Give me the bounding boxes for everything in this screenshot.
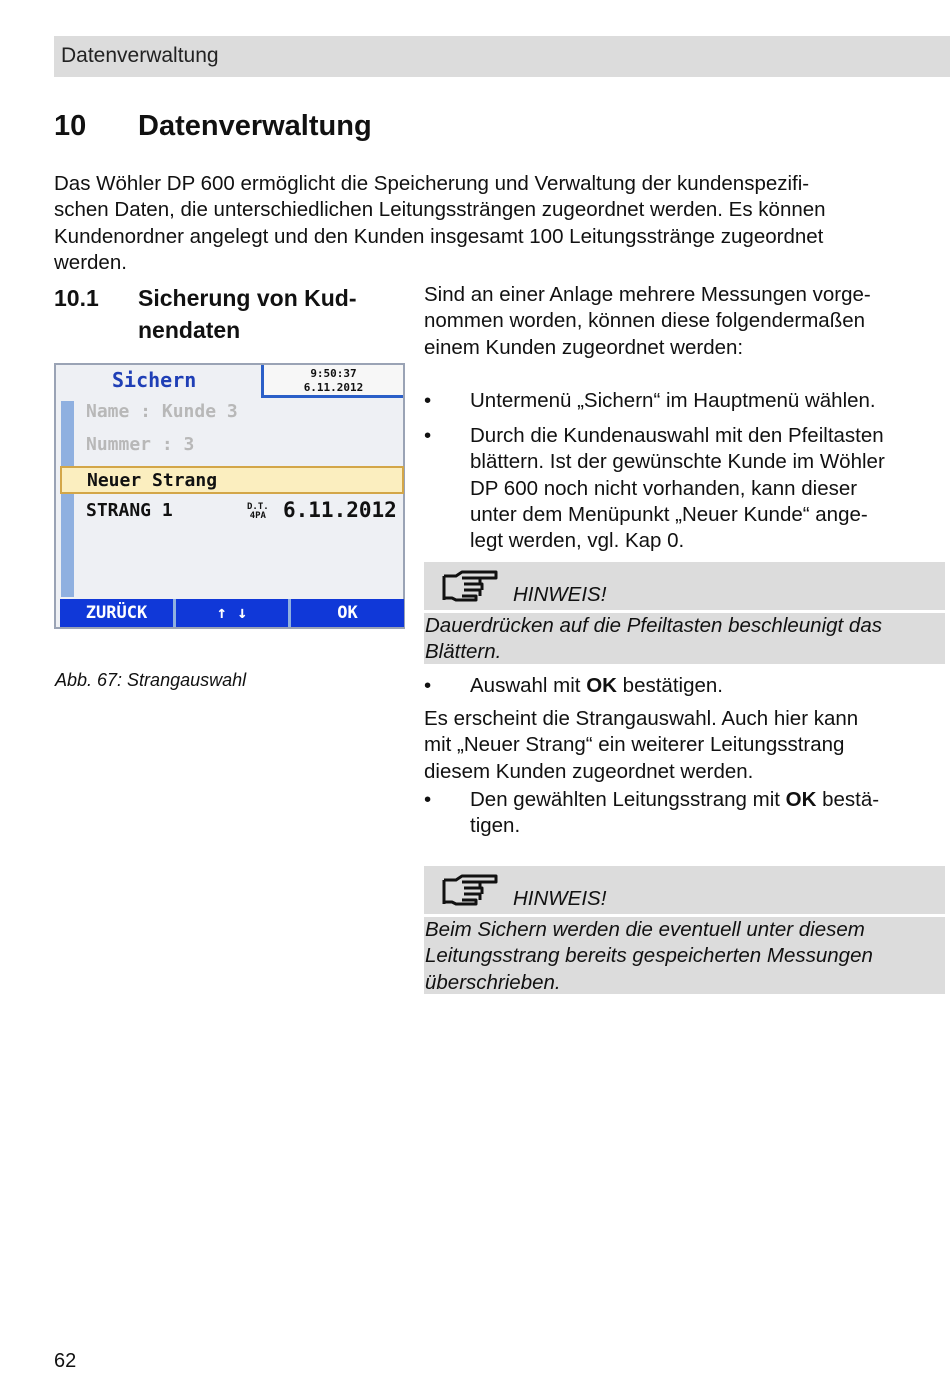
device-menu-title: Sichern <box>112 368 197 392</box>
device-arrows-softkey: ↑ ↓ <box>176 599 291 627</box>
chapter-heading <box>54 110 372 143</box>
device-selected-row <box>60 466 404 494</box>
device-strang-date: 6.11.2012 <box>283 498 397 522</box>
list-item-line: Durch die Kundenauswahl mit den Pfeiltasten <box>470 424 884 447</box>
device-dt-marker <box>247 503 269 521</box>
figure-caption: Abb. 67: Strangauswahl <box>55 670 247 690</box>
section-title-line2: nendaten <box>138 317 241 343</box>
note-label: HINWEIS! <box>513 887 607 910</box>
bullet-marker: • <box>424 674 432 697</box>
intro-line: schen Daten, die unterschiedlichen Leitungssträngen zugeordnet werden. Es können <box>54 198 826 222</box>
bullet-marker: • <box>424 788 432 811</box>
right-intro-line: nommen worden, können diese folgendermaßen <box>424 309 866 333</box>
paragraph-line: diesem Kunden zugeordnet werden. <box>424 759 754 783</box>
device-selected-label: Neuer Strang <box>87 470 218 491</box>
list-item-line: tigen. <box>470 814 521 838</box>
chapter-number: 10 <box>54 110 87 142</box>
device-clock <box>261 365 403 398</box>
intro-line: werden. <box>54 250 127 274</box>
bullet-marker: • <box>424 424 432 447</box>
page-number: 62 <box>54 1350 77 1372</box>
list-item-line: unter dem Menüpunkt „Neuer Kunde“ ange- <box>470 502 868 526</box>
device-scroll-strip <box>61 401 74 597</box>
list-item-line: DP 600 noch nicht vorhanden, kann dieser <box>470 476 858 500</box>
note-line: Blättern. <box>425 640 502 664</box>
list-item-text <box>470 423 885 554</box>
device-strang-label: STRANG 1 <box>86 500 173 521</box>
note-body <box>425 613 882 666</box>
device-screen-figure <box>54 363 405 629</box>
list-item-line: legt werden, vgl. Kap 0. <box>470 529 685 553</box>
section-title-line1: Sicherung von Kud- <box>138 285 357 311</box>
intro-line: Das Wöhler DP 600 ermöglicht die Speicherung und Verwaltung der kundenspezifi- <box>54 172 810 195</box>
list-item-text: Untermenü „Sichern“ im Hauptmenü wählen. <box>470 389 876 412</box>
note-line: Leitungsstrang bereits gespeicherten Messungen <box>425 944 873 968</box>
device-name-row: Name : Kunde 3 <box>86 401 238 422</box>
note-box <box>424 562 945 664</box>
list-item-text-prefix: Den gewählten Leitungsstrang mit <box>470 788 786 811</box>
chapter-title: Datenverwaltung <box>138 110 372 142</box>
device-date: 6.11.2012 <box>303 381 364 394</box>
ok-key-label: OK <box>586 674 617 697</box>
device-dt-bottom: 4PA <box>249 511 266 521</box>
device-softkeys <box>60 599 404 627</box>
list-item-text <box>470 787 879 840</box>
device-dt-top: D.T. <box>247 502 269 512</box>
bullet-marker: • <box>424 389 432 412</box>
paragraph-line: Es erscheint die Strangauswahl. Auch hier kann <box>424 707 859 730</box>
device-back-softkey: ZURÜCK <box>60 599 176 627</box>
note-body <box>425 917 873 996</box>
running-header-title: Datenverwaltung <box>61 44 219 67</box>
list-item-text <box>470 673 723 699</box>
pointing-hand-icon <box>442 570 500 604</box>
list-item-line: blättern. Ist der gewünschte Kunde im Wöhler <box>470 450 885 474</box>
pointing-hand-icon <box>442 874 500 908</box>
body-paragraph <box>424 706 944 785</box>
right-intro <box>424 282 944 361</box>
list-item-text-prefix: Auswahl mit <box>470 674 587 697</box>
device-number-row: Nummer : 3 <box>86 434 195 455</box>
note-line: Dauerdrücken auf die Pfeiltasten beschleunigt das <box>425 614 882 637</box>
ok-key-label: OK <box>785 788 817 811</box>
device-time: 9:50:37 <box>310 367 357 380</box>
list-item-text-suffix: bestätigen. <box>616 674 723 697</box>
right-intro-line: einem Kunden zugeordnet werden: <box>424 335 744 359</box>
note-line: überschrieben. <box>425 970 561 994</box>
device-ok-softkey: OK <box>291 599 404 627</box>
intro-paragraph <box>54 171 914 276</box>
right-intro-line: Sind an einer Anlage mehrere Messungen vorge- <box>424 283 871 306</box>
running-header <box>54 36 950 77</box>
note-box <box>424 866 945 994</box>
section-number: 10.1 <box>54 285 99 311</box>
list-item-text-suffix: bestä- <box>816 788 880 811</box>
paragraph-line: mit „Neuer Strang“ ein weiterer Leitungsstrang <box>424 733 845 757</box>
note-label: HINWEIS! <box>513 583 607 606</box>
intro-line: Kundenordner angelegt und den Kunden insgesamt 100 Leitungsstränge zugeordnet <box>54 224 824 248</box>
note-line: Beim Sichern werden die eventuell unter diesem <box>425 918 865 941</box>
